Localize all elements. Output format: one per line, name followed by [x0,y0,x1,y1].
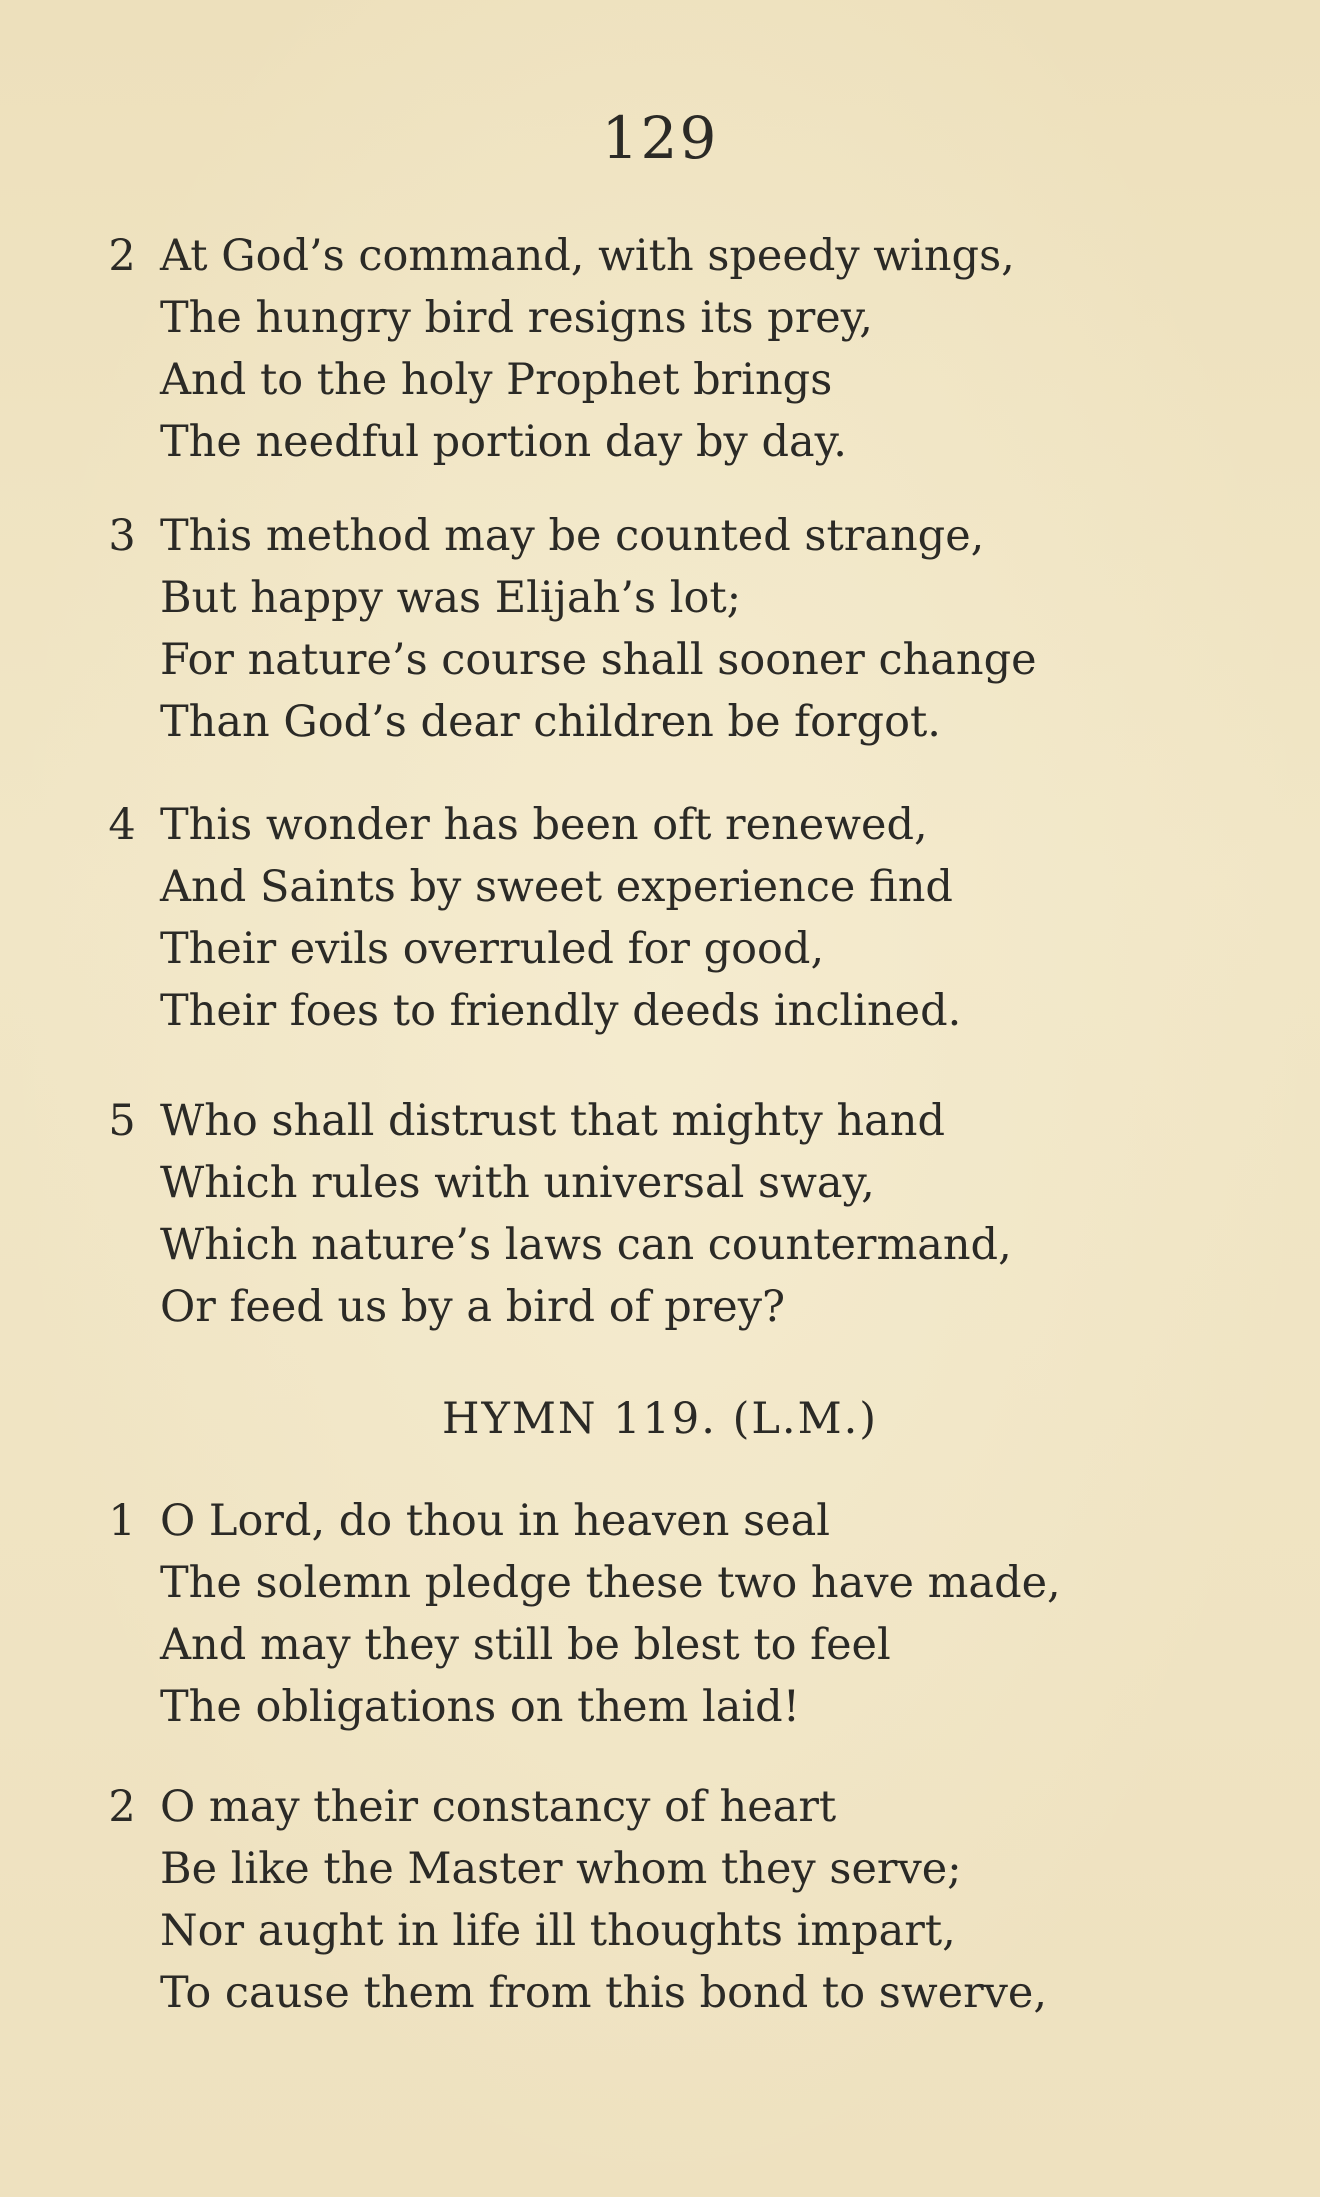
line-text: Or feed us by a bird of prey? [160,1282,786,1332]
line-text: To cause them from this bond to swerve, [160,1968,1048,2018]
verse-number: 5 [108,1096,136,1146]
line-text: The solemn pledge these two have made, [160,1558,1061,1608]
line-text: At God’s command, with speedy wings, [160,231,1015,281]
stanza-line [100,1152,1240,1214]
stanza [100,1490,1240,1738]
verse-number: 3 [108,511,136,561]
line-text: This method may be counted strange, [160,511,985,561]
line-text: The obligations on them laid! [160,1682,800,1732]
stanza-line [100,1776,1240,1838]
stanza-line [100,225,1240,287]
stanza-line [100,856,1240,918]
line-text: And Saints by sweet experience find [160,862,953,912]
verse-number: 2 [108,231,136,281]
stanza-line [100,1676,1240,1738]
line-text: Which nature’s laws can countermand, [160,1220,1012,1270]
stanza [100,505,1240,753]
stanza-line [100,1900,1240,1962]
stanza-line [100,691,1240,753]
stanza-line [100,1962,1240,2024]
line-text: Who shall distrust that mighty hand [160,1096,946,1146]
hymn-heading: HYMN 119. (L.M.) [441,1394,879,1444]
line-text: Their foes to friendly deeds inclined. [160,986,962,1036]
line-text: Which rules with universal sway, [160,1158,875,1208]
stanza-line [100,287,1240,349]
stanza-line [100,794,1240,856]
line-text: Their evils overruled for good, [160,924,825,974]
stanza-line [100,1838,1240,1900]
verse-number: 2 [108,1782,136,1832]
stanza-line [100,567,1240,629]
line-text: This wonder has been oft renewed, [160,800,928,850]
line-text: But happy was Elijah’s lot; [160,573,742,623]
stanza-line [100,980,1240,1042]
stanza-line [100,1276,1240,1338]
line-text: And to the holy Prophet brings [160,355,833,405]
verse-number: 4 [108,800,136,850]
page-number: 129 [601,104,719,172]
stanza-line [100,1214,1240,1276]
stanza-line [100,1614,1240,1676]
stanza-line [100,505,1240,567]
stanza [100,794,1240,1042]
line-text: O Lord, do thou in heaven seal [160,1496,830,1546]
stanza-line [100,411,1240,473]
line-text: Than God’s dear children be forgot. [160,697,941,747]
stanza-line [100,349,1240,411]
verse-number: 1 [108,1496,136,1546]
stanza-line [100,1090,1240,1152]
line-text: Be like the Master whom they serve; [160,1844,962,1894]
stanza-line [100,1490,1240,1552]
line-text: Nor aught in life ill thoughts impart, [160,1906,956,1956]
stanza-line [100,629,1240,691]
line-text: The hungry bird resigns its prey, [160,293,873,343]
line-text: And may they still be blest to feel [160,1620,891,1670]
line-text: O may their constancy of heart [160,1782,837,1832]
stanza [100,1776,1240,2024]
stanza [100,225,1240,473]
line-text: For nature’s course shall sooner change [160,635,1037,685]
stanza [100,1090,1240,1338]
stanza-line [100,1552,1240,1614]
line-text: The needful portion day by day. [160,417,847,467]
stanza-line [100,918,1240,980]
